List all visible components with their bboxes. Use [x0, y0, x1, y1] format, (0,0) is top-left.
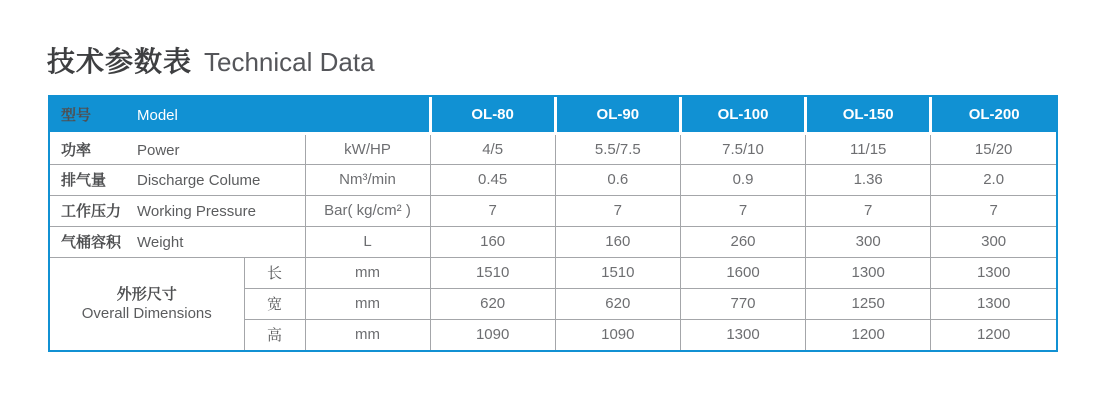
value-cell: 160 — [430, 226, 555, 257]
dimensions-label-zh: 外形尺寸 — [116, 285, 177, 303]
axis-height-unit: mm — [305, 319, 430, 350]
value-cell: 1300 — [680, 319, 805, 350]
row-dimension-length — [50, 257, 1056, 288]
row-volume — [50, 226, 1056, 257]
value-cell: 1.36 — [806, 164, 931, 195]
value-cell: 7 — [680, 195, 805, 226]
value-cell: 5.5/7.5 — [555, 133, 680, 164]
value-cell: 11/15 — [806, 133, 931, 164]
technical-data-table — [50, 97, 1056, 350]
value-cell: 0.9 — [680, 164, 805, 195]
row-discharge-unit: Nm³/min — [305, 164, 430, 195]
value-cell: 7 — [555, 195, 680, 226]
value-cell: 7 — [931, 195, 1056, 226]
value-cell: 0.45 — [430, 164, 555, 195]
technical-data-table-frame — [48, 95, 1058, 352]
value-cell: 1090 — [430, 319, 555, 350]
row-pressure-label-en: Working Pressure — [137, 203, 256, 220]
row-discharge-label — [50, 164, 305, 195]
dimensions-label-en: Overall Dimensions — [81, 304, 212, 322]
value-cell: 4/5 — [430, 133, 555, 164]
value-cell: 1600 — [680, 257, 805, 288]
page-title-zh: 技术参数表 — [47, 46, 193, 77]
value-cell: 15/20 — [931, 133, 1056, 164]
row-discharge-label-en: Discharge Colume — [137, 172, 261, 189]
header-model-ol100: OL-100 — [680, 97, 805, 133]
value-cell: 7 — [430, 195, 555, 226]
row-power-unit: kW/HP — [305, 133, 430, 164]
header-model-zh: 型号 — [61, 106, 92, 124]
row-pressure — [50, 195, 1056, 226]
row-power-label-zh: 功率 — [61, 141, 92, 159]
axis-width: 宽 — [244, 288, 305, 319]
value-cell: 1300 — [931, 257, 1056, 288]
row-volume-unit: L — [305, 226, 430, 257]
row-power — [50, 133, 1056, 164]
header-model-ol200: OL-200 — [931, 97, 1056, 133]
axis-width-unit: mm — [305, 288, 430, 319]
axis-height: 高 — [244, 319, 305, 350]
row-volume-label — [50, 226, 305, 257]
value-cell: 1300 — [931, 288, 1056, 319]
value-cell: 0.6 — [555, 164, 680, 195]
header-row — [50, 97, 1056, 133]
axis-length: 长 — [244, 257, 305, 288]
row-volume-label-zh: 气桶容积 — [61, 234, 122, 251]
value-cell: 300 — [931, 226, 1056, 257]
page-title-en: Technical Data — [204, 47, 375, 77]
value-cell: 770 — [680, 288, 805, 319]
value-cell: 7 — [806, 195, 931, 226]
value-cell: 2.0 — [931, 164, 1056, 195]
row-discharge-label-zh: 排气量 — [61, 172, 107, 189]
value-cell: 620 — [555, 288, 680, 319]
page-title — [47, 40, 375, 80]
value-cell: 160 — [555, 226, 680, 257]
row-pressure-label — [50, 195, 305, 226]
value-cell: 1200 — [931, 319, 1056, 350]
row-volume-label-en: Weight — [137, 234, 184, 251]
value-cell: 1200 — [806, 319, 931, 350]
dimensions-merged-label — [50, 257, 244, 350]
axis-length-unit: mm — [305, 257, 430, 288]
header-model-ol80: OL-80 — [430, 97, 555, 133]
row-pressure-unit: Bar( kg/cm² ) — [305, 195, 430, 226]
value-cell: 1250 — [806, 288, 931, 319]
row-discharge — [50, 164, 1056, 195]
row-power-label — [50, 133, 305, 164]
header-model-en: Model — [137, 106, 178, 124]
value-cell: 1510 — [430, 257, 555, 288]
header-model-ol150: OL-150 — [806, 97, 931, 133]
value-cell: 620 — [430, 288, 555, 319]
value-cell: 1510 — [555, 257, 680, 288]
value-cell: 1300 — [806, 257, 931, 288]
value-cell: 7.5/10 — [680, 133, 805, 164]
value-cell: 260 — [680, 226, 805, 257]
row-power-label-en: Power — [137, 141, 180, 159]
value-cell: 300 — [806, 226, 931, 257]
value-cell: 1090 — [555, 319, 680, 350]
header-model-ol90: OL-90 — [555, 97, 680, 133]
header-model-cell — [50, 97, 430, 133]
row-pressure-label-zh: 工作压力 — [61, 203, 122, 220]
